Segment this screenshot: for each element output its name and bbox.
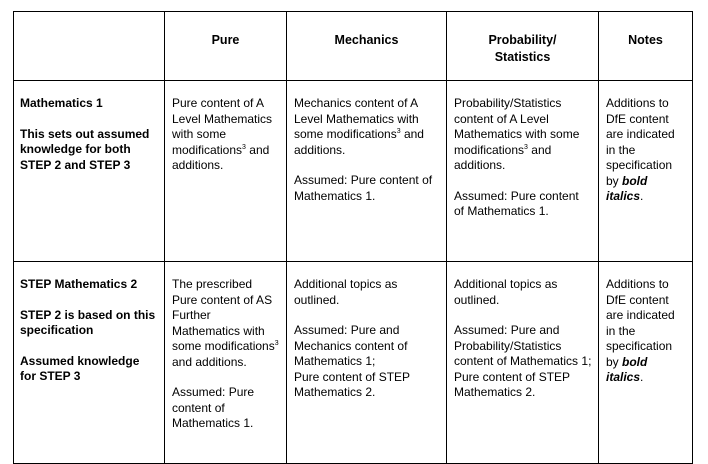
row-title: STEP Mathematics 2 — [20, 277, 138, 291]
pure-cell: Pure content of A Level Mathematics with some modifications$^3$ and additions. — [165, 81, 287, 262]
row-subtitle: STEP 2 is based on this specification — [20, 307, 156, 337]
header-empty — [14, 12, 165, 81]
pure-cell: The prescribed Pure content of AS Further Mathematics with some modifications$^3$ and additions. Assumed: Pure content of Mathematics 1. — [165, 262, 287, 464]
mechanics-cell: Additional topics as outlined. Assumed: Pure and Mechanics content of Mathematics 1; Pure content of STEP Mathematics 2. — [287, 262, 447, 464]
header-notes: Notes — [599, 12, 693, 81]
mechanics-cell: Mechanics content of A Level Mathematics with some modifications$^3$ and additions. Assumed: Pure content of Mathematics 1. — [287, 81, 447, 262]
header-pure: Pure — [165, 12, 287, 81]
assumed-text: Assumed: Pure content of Mathematics 1. — [172, 385, 255, 430]
table-row — [14, 81, 693, 262]
probability-cell: Additional topics as outlined. Assumed: Pure and Probability/Statistics content of Mathematics 1; Pure content of STEP Mathematics 2. — [447, 262, 599, 464]
row-title: Mathematics 1 — [20, 96, 103, 110]
row-label — [14, 81, 165, 262]
row-subtitle: This sets out assumed knowledge for both STEP 2 and STEP 3 — [20, 126, 150, 172]
row-subtitle-2: Assumed knowledge for STEP 3 — [20, 353, 140, 383]
row-label — [14, 262, 165, 464]
header-probability-statistics: Probability/ Statistics — [447, 12, 599, 81]
notes-cell: Additions to DfE content are indicated in the specification by bold italics. — [599, 81, 693, 262]
header-row — [14, 12, 693, 81]
assumed-text: Assumed: Pure content of Mathematics 1. — [294, 173, 433, 203]
table-row — [14, 262, 693, 464]
specification-table — [13, 11, 693, 464]
probability-cell: Probability/Statistics content of A Level Mathematics with some modifications$^3$ and additions. Assumed: Pure content of Mathematics 1. — [447, 81, 599, 262]
assumed-text: Assumed: Pure and Probability/Statistics content of Mathematics 1; Pure content of STEP Mathematics 2. — [454, 323, 592, 399]
header-mechanics: Mechanics — [287, 12, 447, 81]
assumed-text: Assumed: Pure and Mechanics content of Mathematics 1; Pure content of STEP Mathematics 2. — [294, 323, 410, 399]
notes-cell: Additions to DfE content are indicated in the specification by bold italics. — [599, 262, 693, 464]
assumed-text: Assumed: Pure content of Mathematics 1. — [454, 188, 579, 218]
